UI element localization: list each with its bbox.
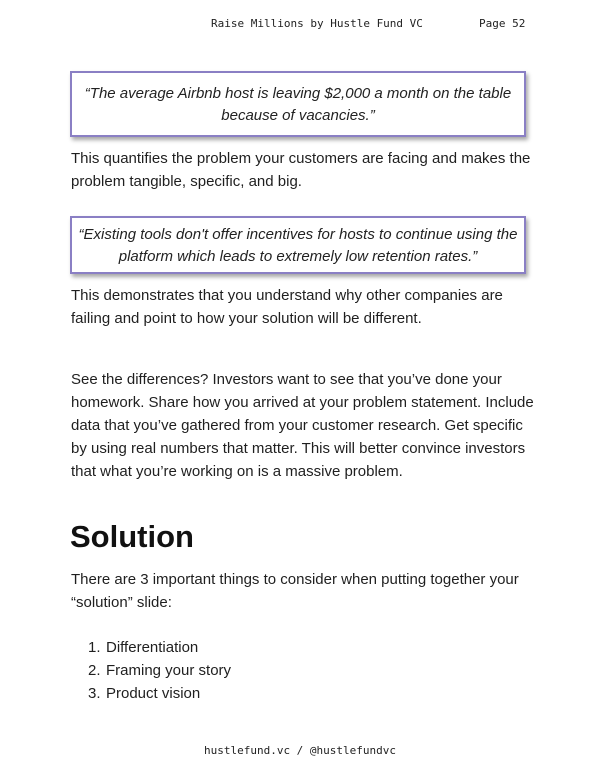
book-title: Raise Millions by Hustle Fund VC xyxy=(211,17,423,30)
section-heading: Solution xyxy=(70,519,194,554)
list-number: 2. xyxy=(88,662,101,679)
paragraph: See the differences? Investors want to see that you’ve done your homework. Share how you arrived at your problem statement. Include data that you’ve gathered from your customer research. Get specific by using real numbers that matter. This will better convince investors that what you’re working on is a massive problem. xyxy=(71,371,534,480)
list-item-label: Differentiation xyxy=(106,639,199,656)
quote-callout: “Existing tools don't offer incentives for hosts to continue using the platform which leads to extremely low retention rates.” xyxy=(70,216,526,274)
page-footer: hustlefund.vc / @hustlefundvc xyxy=(203,744,397,757)
list-number: 1. xyxy=(88,639,101,656)
list-number: 3. xyxy=(88,685,101,702)
list-item-label: Framing your story xyxy=(106,662,232,679)
paragraph: There are 3 important things to consider when putting together your “solution” slide: xyxy=(71,571,519,611)
quote-callout: “The average Airbnb host is leaving $2,000 a month on the table because of vacancies.” xyxy=(70,71,526,137)
paragraph: This demonstrates that you understand why other companies are failing and point to how your solution will be different. xyxy=(71,287,503,327)
list-item xyxy=(88,659,231,682)
numbered-list xyxy=(88,636,231,705)
list-item xyxy=(88,682,231,705)
page-header xyxy=(0,17,600,33)
list-item-label: Product vision xyxy=(106,685,201,702)
list-item xyxy=(88,636,231,659)
paragraph: This quantifies the problem your customers are facing and makes the problem tangible, specific, and big. xyxy=(71,150,531,190)
page-number: Page 52 xyxy=(479,17,526,30)
